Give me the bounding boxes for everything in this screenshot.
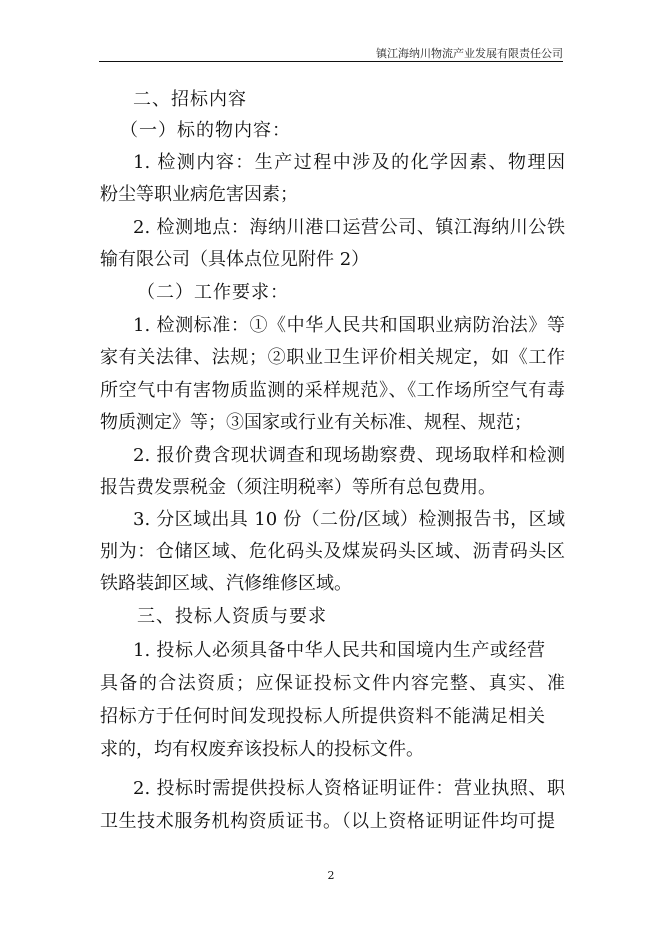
- header-rule: [99, 61, 563, 62]
- page-number: 2: [327, 869, 335, 882]
- paragraph-line: 输有限公司（具体点位见附件 2）: [100, 249, 370, 270]
- subsection-heading: （二）工作要求：: [137, 282, 289, 303]
- subsection-heading: （一）标的物内容：: [120, 120, 291, 141]
- paragraph-line: 1. 检测标准：①《中华人民共和国职业病防治法》等: [133, 315, 565, 336]
- paragraph-line: 卫生技术服务机构资质证书。（以上资格证明证件均可提: [100, 811, 555, 832]
- paragraph-line: 1. 投标人必须具备中华人民共和国境内生产或经营: [133, 640, 545, 661]
- paragraph-line: 所空气中有害物质监测的采样规范》、《工作场所空气有毒: [100, 380, 565, 401]
- paragraph-line: 1. 检测内容：生产过程中涉及的化学因素、物理因: [133, 152, 565, 173]
- section-heading: 二、招标内容: [133, 89, 247, 110]
- paragraph-line: 2. 检测地点：海纳川港口运营公司、镇江海纳川公铁: [133, 217, 565, 238]
- paragraph-line: 别为：仓储区域、危化码头及煤炭码头区域、沥青码头区: [100, 541, 565, 562]
- header-company-name: 镇江海纳川物流产业发展有限责任公司: [376, 47, 563, 60]
- paragraph-line: 物质测定》等；③国家或行业有关标准、规程、规范；: [100, 412, 532, 433]
- paragraph-line: 家有关法律、法规；②职业卫生评价相关规定，如《工作: [100, 347, 565, 368]
- paragraph-line: 铁路装卸区域、汽修维修区域。: [100, 573, 352, 594]
- section-heading: 三、投标人资质与要求: [137, 606, 327, 627]
- paragraph-line: 求的，均有权废弃该投标人的投标文件。: [100, 739, 424, 760]
- paragraph-line: 招标方于任何时间发现投标人所提供资料不能满足相关: [100, 706, 545, 727]
- paragraph-line: 报告费发票税金（须注明税率）等所有总包费用。: [100, 477, 496, 498]
- paragraph-line: 2. 报价费含现状调查和现场勘察费、现场取样和检测: [133, 445, 565, 466]
- paragraph-line: 粉尘等职业病危害因素；: [100, 184, 298, 205]
- paragraph-line: 2. 投标时需提供投标人资格证明证件：营业执照、职: [133, 778, 565, 799]
- paragraph-line: 3. 分区域出具 10 份（二份/区域）检测报告书，区域: [133, 509, 565, 530]
- paragraph-line: 具备的合法资质；应保证投标文件内容完整、真实、准: [100, 673, 565, 694]
